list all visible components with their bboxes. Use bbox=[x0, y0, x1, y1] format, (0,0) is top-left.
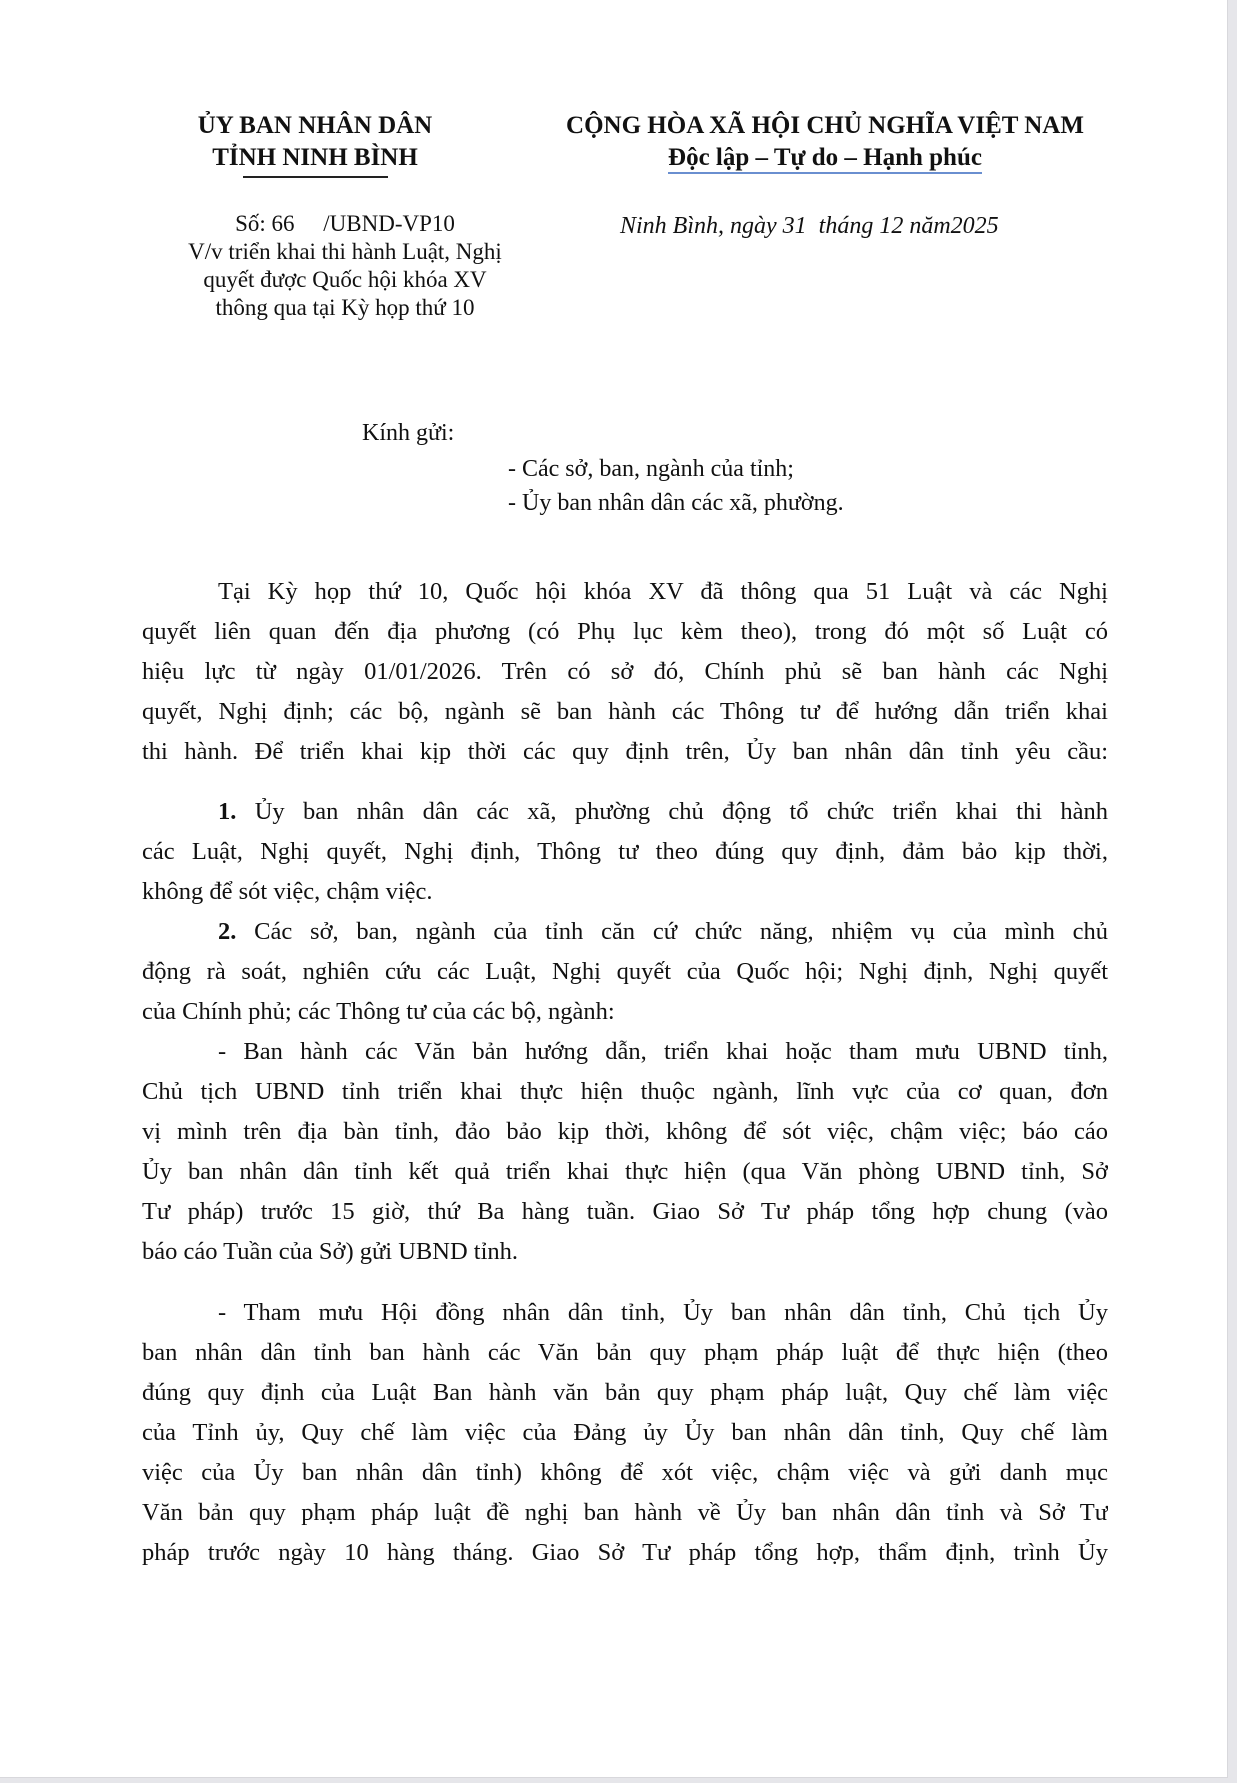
agency-line-2: TỈNH NINH BÌNH bbox=[212, 144, 418, 171]
item-number: 1. bbox=[218, 798, 237, 825]
national-motto: Độc lập – Tự do – Hạnh phúc bbox=[668, 144, 982, 174]
text-line: vị mình trên địa bàn tỉnh, đảo bảo kịp thời, không để sót việc, chậm việc; báo cáo bbox=[142, 1118, 1108, 1145]
dateline: Ninh Bình, ngày 31 tháng 12 năm2025 bbox=[620, 213, 999, 239]
text-line bbox=[142, 792, 1108, 832]
text-line: thi hành. Để triển khai kịp thời các quy định trên, Ủy ban nhân dân tỉnh yêu cầu: bbox=[142, 738, 1108, 765]
text-line: của Tỉnh ủy, Quy chế làm việc của Đảng ủy Ủy ban nhân dân tỉnh, Quy chế làm bbox=[142, 1419, 1108, 1446]
text-line: báo cáo Tuần của Sở) gửi UBND tỉnh. bbox=[142, 1238, 519, 1265]
text-line: quyết liên quan đến địa phương (có Phụ lục kèm theo), trong đó một số Luật có bbox=[142, 618, 1108, 645]
nation-name: CỘNG HÒA XÃ HỘI CHỦ NGHĨA VIỆT NAM bbox=[566, 112, 1084, 139]
subject-line: thông qua tại Kỳ họp thứ 10 bbox=[215, 295, 475, 320]
text-line: - Ban hành các Văn bản hướng dẫn, triển khai hoặc tham mưu UBND tỉnh, bbox=[218, 1038, 1108, 1065]
agency-underline bbox=[243, 176, 388, 178]
subject-line: quyết được Quốc hội khóa XV bbox=[203, 267, 487, 292]
text-line: đúng quy định của Luật Ban hành văn bản quy phạm pháp luật, Quy chế làm việc bbox=[142, 1379, 1108, 1406]
document-reference bbox=[150, 210, 540, 322]
recipients-label: Kính gửi: bbox=[362, 420, 455, 446]
document-number: Số: 66 /UBND-VP10 bbox=[235, 211, 455, 236]
text-line: việc của Ủy ban nhân dân tỉnh) không để xót việc, chậm việc và gửi danh mục bbox=[142, 1459, 1108, 1486]
bullet-2-paragraph bbox=[142, 1293, 1108, 1573]
agency-line-1: ỦY BAN NHÂN DÂN bbox=[197, 112, 433, 139]
text-line: Tại Kỳ họp thứ 10, Quốc hội khóa XV đã thông qua 51 Luật và các Nghị bbox=[218, 578, 1108, 605]
text-line bbox=[142, 912, 1108, 952]
text-segment: Ủy ban nhân dân các xã, phường chủ động tổ chức triển khai thi hành bbox=[236, 798, 1108, 825]
text-line: quyết, Nghị định; các bộ, ngành sẽ ban hành các Thông tư để hướng dẫn triển khai bbox=[142, 698, 1108, 725]
intro-paragraph bbox=[142, 572, 1108, 772]
text-line: pháp trước ngày 10 hàng tháng. Giao Sở Tư pháp tổng hợp, thẩm định, trình Ủy bbox=[142, 1539, 1108, 1566]
subject-line: V/v triển khai thi hành Luật, Nghị bbox=[188, 239, 502, 264]
text-line: Chủ tịch UBND tỉnh triển khai thực hiện thuộc ngành, lĩnh vực của cơ quan, đơn bbox=[142, 1078, 1108, 1105]
text-line: của Chính phủ; các Thông tư của các bộ, ngành: bbox=[142, 998, 615, 1025]
text-segment: Các sở, ban, ngành của tỉnh căn cứ chức năng, nhiệm vụ của mình chủ bbox=[236, 918, 1108, 945]
text-line: các Luật, Nghị quyết, Nghị định, Thông tư theo đúng quy định, đảm bảo kịp thời, bbox=[142, 838, 1108, 865]
text-line: không để sót việc, chậm việc. bbox=[142, 878, 433, 905]
text-line: động rà soát, nghiên cứu các Luật, Nghị quyết của Quốc hội; Nghị định, Nghị quyết bbox=[142, 958, 1108, 985]
text-line: - Tham mưu Hội đồng nhân dân tỉnh, Ủy ban nhân dân tỉnh, Chủ tịch Ủy bbox=[218, 1299, 1108, 1326]
text-line: Văn bản quy phạm pháp luật đề nghị ban hành về Ủy ban nhân dân tỉnh và Sở Tư bbox=[142, 1499, 1108, 1526]
item-number: 2. bbox=[218, 918, 237, 945]
text-line: Ủy ban nhân dân tỉnh kết quả triển khai thực hiện (qua Văn phòng UBND tỉnh, Sở bbox=[142, 1158, 1108, 1185]
national-heading bbox=[530, 110, 1120, 174]
recipient-item: - Các sở, ban, ngành của tỉnh; bbox=[508, 456, 794, 482]
recipient-item: - Ủy ban nhân dân các xã, phường. bbox=[508, 490, 844, 516]
bullet-1-paragraph bbox=[142, 1032, 1108, 1272]
issuing-agency bbox=[150, 110, 480, 174]
text-line: Tư pháp) trước 15 giờ, thứ Ba hàng tuần. Giao Sở Tư pháp tổng hợp chung (vào bbox=[142, 1198, 1108, 1225]
text-line: hiệu lực từ ngày 01/01/2026. Trên có sở đó, Chính phủ sẽ ban hành các Nghị bbox=[142, 658, 1108, 685]
text-line: ban nhân dân tỉnh ban hành các Văn bản quy phạm pháp luật để thực hiện (theo bbox=[142, 1339, 1108, 1366]
item-2-paragraph bbox=[142, 912, 1108, 1032]
item-1-paragraph bbox=[142, 792, 1108, 912]
